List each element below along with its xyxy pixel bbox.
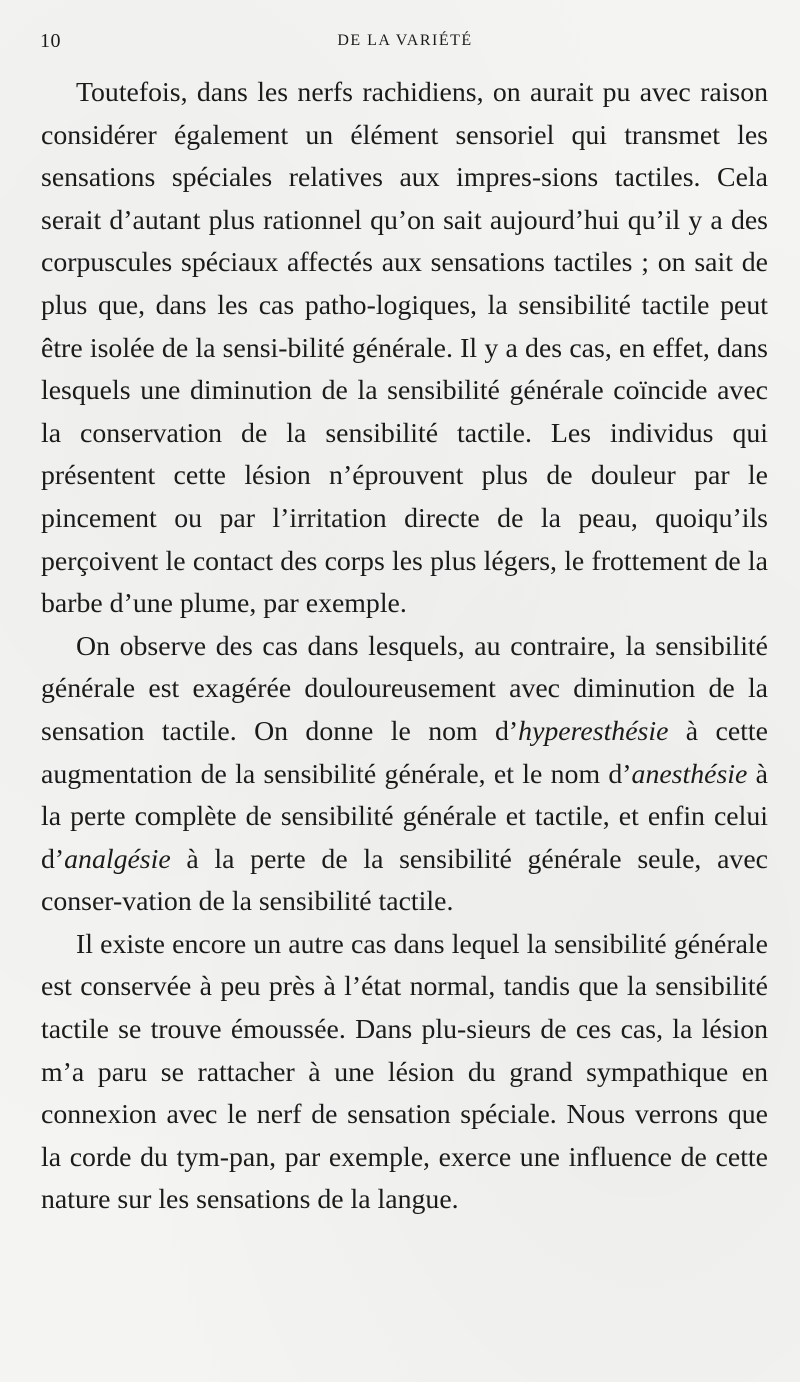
paragraph-2-text-b: à cette augmentation de la sensibilité générale, et le nom d’: [41, 715, 768, 790]
running-title: DE LA VARIÉTÉ: [337, 32, 473, 49]
term-anesthesie: anesthésie: [631, 758, 748, 790]
paragraph-2-text-a: On observe des cas dans lesquels, au contraire, la sensibilité générale est exagérée douloureusement avec diminution de la sensation tactile. On donne le nom d’: [41, 630, 768, 747]
paragraph-1: Toutefois, dans les nerfs rachidiens, on aurait pu avec raison considérer également un élément sensoriel qui transmet les sensations spéciales relatives aux impres-sions tactiles. Cela serait d’autant plus rationnel qu’on sait aujourd’hui qu’il y a des corpuscules spéciaux affectés aux sensations tactiles ; on sait de plus que, dans les cas patho-logiques, la sensibilité tactile peut être isolée de la sensi-bilité générale. Il y a des cas, en effet, dans lesquels une diminution de la sensibilité générale coïncide avec la conservation de la sensibilité tactile. Les individus qui présentent cette lésion n’éprouvent plus de douleur par le pincement ou par l’irritation directe de la peau, quoiqu’ils perçoivent le contact des corps les plus légers, le frottement de la barbe d’une plume, par exemple.: [41, 77, 768, 620]
paragraph-2-text-d: à la perte de la sensibilité générale seule, avec conser-vation de la sensibilité tactile.: [41, 843, 768, 918]
paragraph-2: [41, 626, 768, 924]
page-header: [40, 30, 770, 60]
body-text: [41, 72, 768, 1222]
term-hyperesthesie: hyperesthésie: [518, 715, 669, 747]
paragraph-3: Il existe encore un autre cas dans lequel la sensibilité générale est conservée à peu près à l’état normal, tandis que la sensibilité tactile se trouve émoussée. Dans plu-sieurs de ces cas, la lésion m’a paru se rattacher à une lésion du grand sympathique en connexion avec le nerf de sensation spéciale. Nous verrons que la corde du tym-pan, par exemple, exerce une influence de cette nature sur les sensations de la langue.: [41, 928, 768, 1216]
page-number: 10: [40, 30, 61, 52]
paragraph-2-text-c: à la perte complète de sensibilité générale et tactile, et enfin celui d’: [41, 758, 768, 875]
term-analgesie: analgésie: [64, 843, 171, 875]
